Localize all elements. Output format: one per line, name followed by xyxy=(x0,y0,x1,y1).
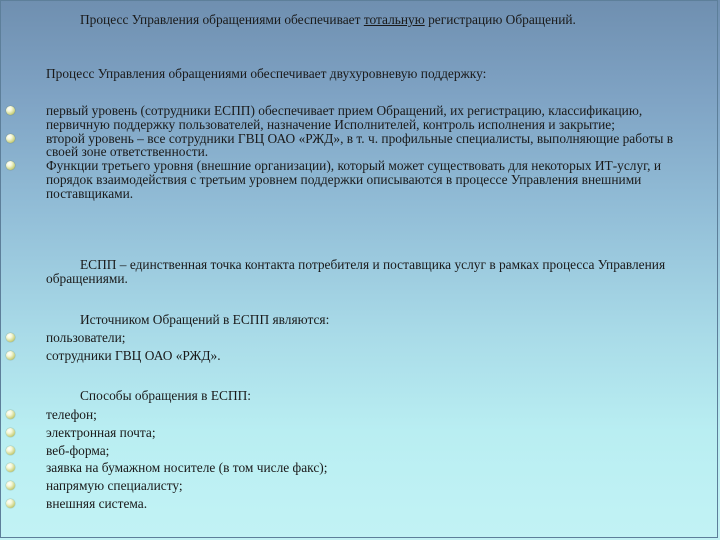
bullet-icon xyxy=(6,410,15,419)
list-item xyxy=(46,426,686,440)
methods-list xyxy=(46,408,686,511)
bullet-icon xyxy=(6,106,15,115)
bullet-icon xyxy=(6,351,15,360)
list-item xyxy=(46,479,686,493)
list-item-text: напрямую специалисту; xyxy=(46,478,183,494)
list-item-text: сотрудники ГВЦ ОАО «РЖД». xyxy=(46,347,221,363)
list-item xyxy=(46,349,686,363)
list-item-text: заявка на бумажном носителе (в том числе факс); xyxy=(46,460,328,476)
list-item xyxy=(46,444,686,458)
methods-heading-text: Способы обращения в ЕСПП: xyxy=(80,388,252,403)
intro-paragraph xyxy=(46,13,686,27)
contact-point-paragraph xyxy=(46,258,686,286)
bullet-icon xyxy=(6,333,15,342)
intro-text: Процесс Управления обращениями обеспечивает xyxy=(80,12,364,27)
bullet-icon xyxy=(6,428,15,437)
list-item-text: электронная почта; xyxy=(46,424,156,440)
list-item-text: внешняя система. xyxy=(46,495,148,511)
underlined-word: тотальную xyxy=(363,12,425,27)
list-item-text: первый уровень (сотрудники ЕСПП) обеспечивает прием Обращений, их регистрацию, классификацию, первичную поддержку пользователей, назначение Исполнителей, контроль исполнения и закрытие; xyxy=(46,103,643,132)
bullet-icon xyxy=(6,499,15,508)
contact-point-text: ЕСПП – единственная точка контакта потребителя и поставщика услуг в рамках процесса Управления обращениями. xyxy=(46,257,666,286)
list-item-text: веб-форма; xyxy=(46,442,110,458)
list-item xyxy=(46,461,686,475)
support-heading xyxy=(46,67,686,81)
list-item-text: телефон; xyxy=(46,407,97,422)
list-item xyxy=(46,408,686,422)
list-item xyxy=(46,497,686,511)
sources-list xyxy=(46,331,686,363)
support-levels-list xyxy=(46,104,686,201)
bullet-icon xyxy=(6,134,15,143)
sources-heading xyxy=(46,313,686,327)
list-item xyxy=(46,331,686,345)
list-item xyxy=(46,132,686,160)
list-item xyxy=(46,104,686,132)
support-heading-text: Процесс Управления обращениями обеспечивает двухуровневую поддержку: xyxy=(46,66,487,81)
intro-text-end: регистрацию Обращений. xyxy=(424,12,576,27)
methods-heading xyxy=(46,389,686,403)
list-item-text: второй уровень – все сотрудники ГВЦ ОАО «РЖД», в т. ч. профильные специалисты, выполняющие работы в своей зоне ответственности. xyxy=(46,130,674,160)
bullet-icon xyxy=(6,446,15,455)
sources-heading-text: Источником Обращений в ЕСПП являются: xyxy=(80,312,330,327)
list-item-text: Функции третьего уровня (внешние организации), который может существовать для некоторых ИТ-услуг, и порядок взаимодействия с третьим уровнем поддержки описываются в процессе Управления внешними поставщиками. xyxy=(46,158,662,201)
list-item-text: пользователи; xyxy=(46,330,126,345)
list-item xyxy=(46,159,686,200)
